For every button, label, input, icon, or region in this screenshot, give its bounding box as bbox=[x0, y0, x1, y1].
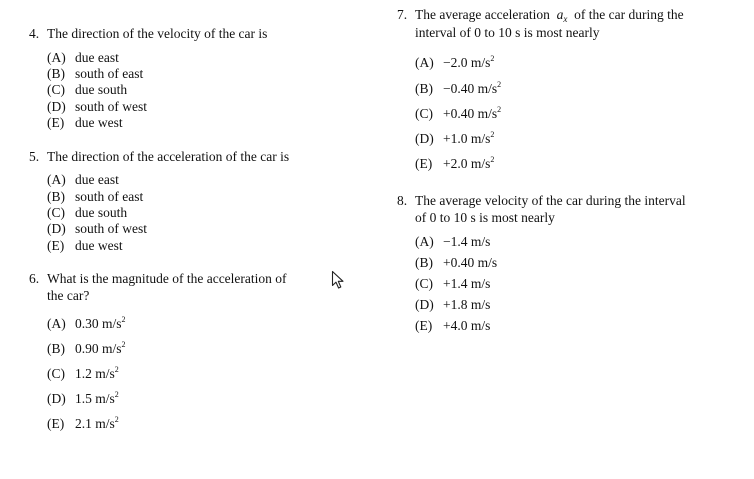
question-7-option-b[interactable]: (B) −0.40 $m/s^2$ bbox=[415, 80, 502, 96]
mouse-pointer-icon bbox=[331, 270, 345, 295]
question-6-option-c[interactable]: (C) 1.2 $m/s^2$ bbox=[47, 365, 119, 381]
question-6-option-a[interactable]: (A) 0.30 $m/s^2$ bbox=[47, 315, 126, 331]
question-6-text-2: the car? bbox=[47, 288, 90, 303]
question-4-number: 4. bbox=[29, 26, 40, 41]
question-8-number: 8. bbox=[397, 193, 408, 208]
question-6-stem-line-2 bbox=[47, 287, 89, 304]
question-8-option-e[interactable]: (E) +4.0 m/s bbox=[415, 318, 491, 333]
question-6-option-e[interactable]: (E) 2.1 $m/s^2$ bbox=[47, 415, 119, 431]
question-7-option-e[interactable]: (E) +2.0 $m/s^2$ bbox=[415, 155, 495, 171]
question-5-option-d[interactable]: (D) south of west bbox=[47, 221, 147, 236]
question-7-option-d[interactable]: (D) +1.0 $m/s^2$ bbox=[415, 130, 495, 146]
question-7-text-post: of the car during the bbox=[574, 7, 684, 22]
question-8-option-b[interactable]: (B) +0.40 m/s bbox=[415, 255, 498, 270]
question-8-stem-line-2 bbox=[415, 209, 555, 226]
question-8-option-c[interactable]: (C) +1.4 m/s bbox=[415, 276, 491, 291]
question-6-option-d[interactable]: (D) 1.5 $m/s^2$ bbox=[47, 390, 119, 406]
question-6-text-1: What is the magnitude of the acceleration of bbox=[47, 271, 287, 286]
question-5-number: 5. bbox=[29, 149, 40, 164]
question-8-stem-line-1 bbox=[397, 192, 686, 209]
question-5-text: The direction of the acceleration of the car is bbox=[47, 149, 290, 164]
question-7-stem-line-2 bbox=[415, 24, 599, 41]
question-7-text-pre: The average acceleration bbox=[415, 7, 550, 22]
question-8-text-1: The average velocity of the car during the interval bbox=[415, 193, 686, 208]
question-8-option-a[interactable]: (A) −1.4 m/s bbox=[415, 234, 491, 249]
question-4-option-a[interactable]: (A) due east bbox=[47, 50, 119, 65]
question-5-option-a[interactable]: (A) due east bbox=[47, 172, 119, 187]
question-4-option-b[interactable]: (B) south of east bbox=[47, 66, 144, 81]
question-5-option-e[interactable]: (E) due west bbox=[47, 238, 123, 253]
question-4-option-e[interactable]: (E) due west bbox=[47, 115, 123, 130]
question-5-option-c[interactable]: (C) due south bbox=[47, 205, 128, 220]
question-7-option-a[interactable]: (A) −2.0 $m/s^2$ bbox=[415, 54, 495, 70]
question-4-option-d[interactable]: (D) south of west bbox=[47, 99, 147, 114]
question-8-option-d[interactable]: (D) +1.8 m/s bbox=[415, 297, 491, 312]
question-4-option-c[interactable]: (C) due south bbox=[47, 82, 128, 97]
question-4-text: The direction of the velocity of the car is bbox=[47, 26, 268, 41]
question-4-stem bbox=[29, 25, 267, 42]
question-7-number: 7. bbox=[397, 7, 408, 22]
question-5-stem bbox=[29, 148, 289, 165]
question-6-option-b[interactable]: (B) 0.90 $m/s^2$ bbox=[47, 340, 126, 356]
question-7-option-c[interactable]: (C) +0.40 $m/s^2$ bbox=[415, 105, 502, 121]
acceleration-symbol: $a_x$ bbox=[556, 7, 568, 24]
question-8-text-2: of 0 to 10 s is most nearly bbox=[415, 210, 555, 225]
question-6-stem-line-1 bbox=[29, 270, 287, 287]
question-7-text-2: interval of 0 to 10 s is most nearly bbox=[415, 25, 600, 40]
question-6-number: 6. bbox=[29, 271, 40, 286]
question-5-option-b[interactable]: (B) south of east bbox=[47, 189, 144, 204]
